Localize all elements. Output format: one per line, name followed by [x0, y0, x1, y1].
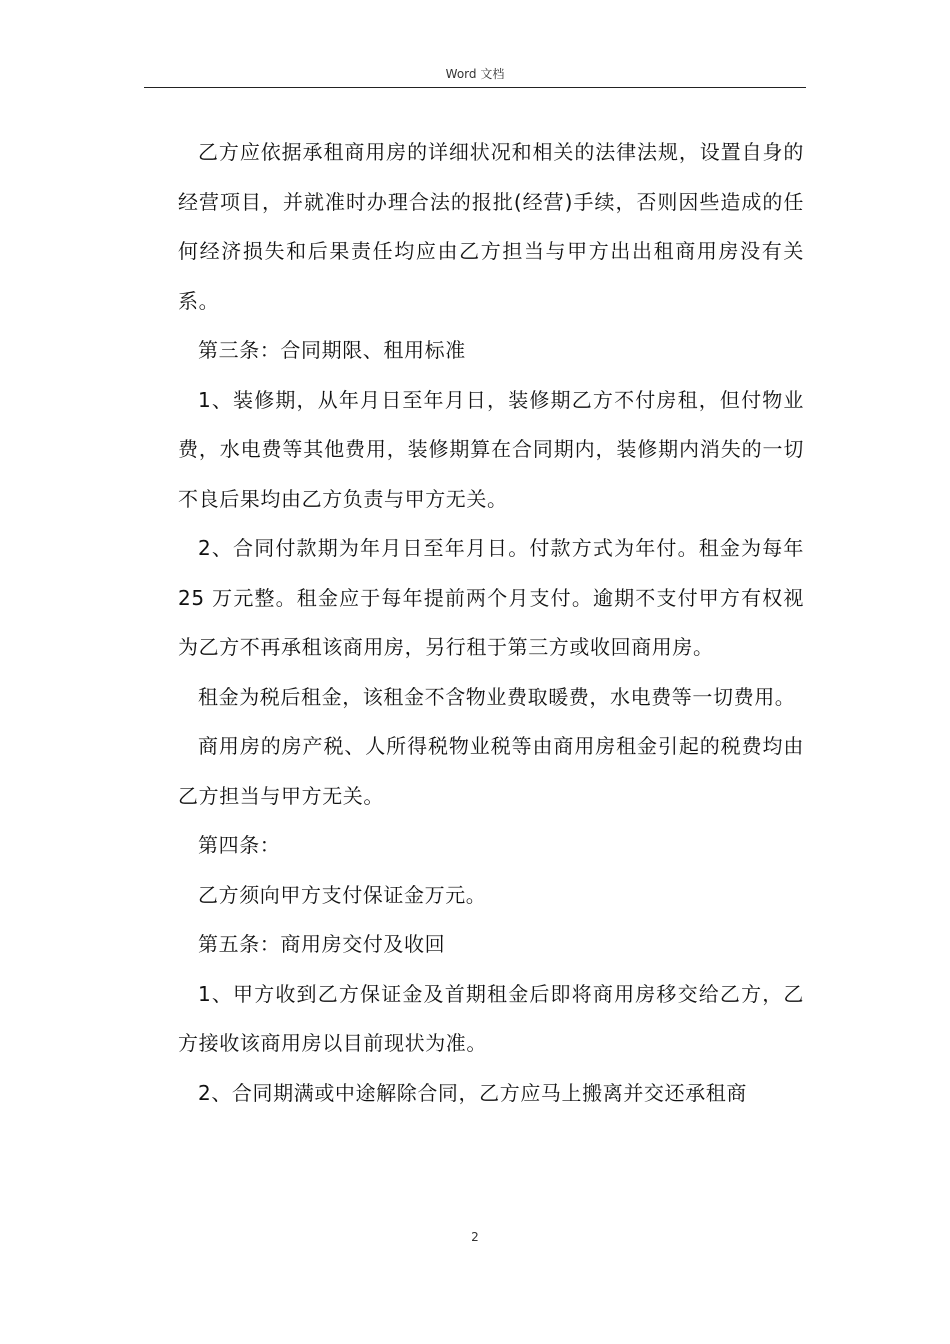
paragraph: 1、装修期，从年月日至年月日，装修期乙方不付房租，但付物业费，水电费等其他费用，装修期算在合同期内，装修期内消失的一切不良后果均由乙方负责与甲方无关。 [178, 387, 804, 511]
paragraph: 2、合同期满或中途解除合同，乙方应马上搬离并交还承租商 [198, 1080, 747, 1105]
document-body [178, 128, 804, 1118]
page-header: Word 文档 [445, 67, 505, 81]
header-divider [144, 87, 806, 88]
section-heading: 第五条：商用房交付及收回 [198, 932, 446, 956]
paragraph: 乙方须向甲方支付保证金万元。 [198, 882, 487, 907]
paragraph: 2、合同付款期为年月日至年月日。付款方式为年付。租金为每年 25 万元整。租金应于每年提前两个月支付。逾期不支付甲方有权视为乙方不再承租该商用房，另行租于第三方或收回商用房。 [178, 536, 804, 659]
section-heading: 第三条：合同期限、租用标准 [198, 338, 466, 362]
paragraph: 商用房的房产税、人所得税物业税等由商用房租金引起的税费均由乙方担当与甲方无关。 [178, 734, 804, 808]
paragraph: 1、甲方收到乙方保证金及首期租金后即将商用房移交给乙方，乙方接收该商用房以目前现状为准。 [178, 981, 804, 1055]
paragraph: 租金为税后租金，该租金不含物业费取暖费，水电费等一切费用。 [198, 684, 796, 709]
section-heading: 第四条： [198, 833, 281, 857]
paragraph: 乙方应依据承租商用房的详细状况和相关的法律法规，设置自身的经营项目，并就准时办理合法的报批(经营)手续，否则因些造成的任何经济损失和后果责任均应由乙方担当与甲方出出租商用房没有关系。 [178, 140, 804, 313]
page-number: 2 [471, 1230, 479, 1244]
